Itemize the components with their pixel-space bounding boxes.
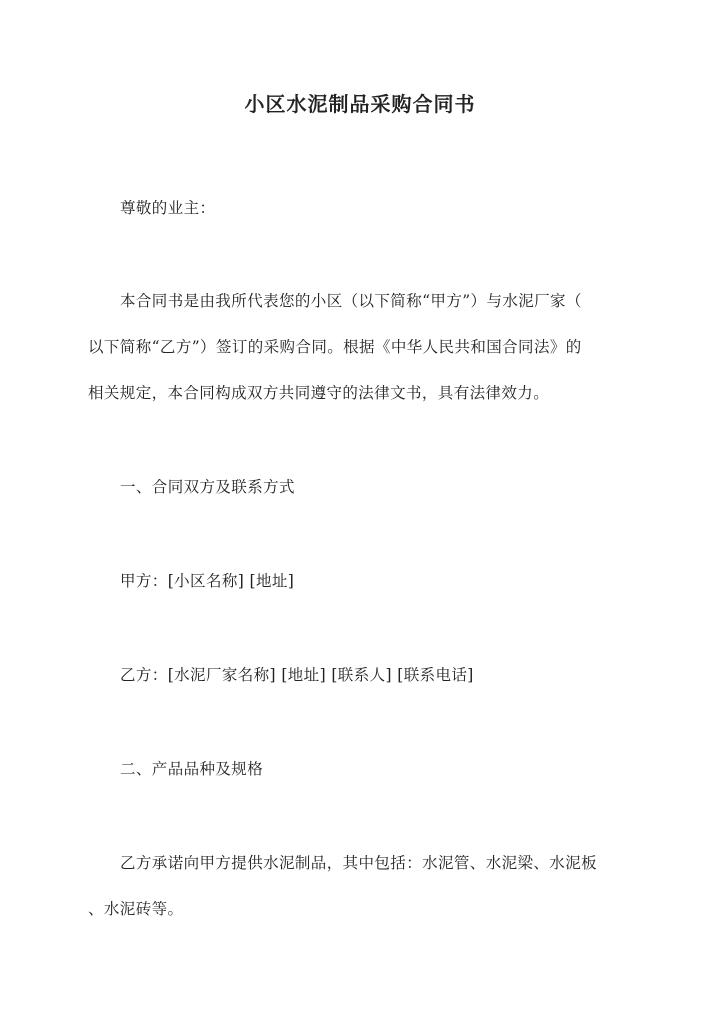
intro-line-3: 相关规定，本合同构成双方共同遵守的法律文书，具有法律效力。	[88, 384, 550, 402]
section-2-heading: 二、产品品种及规格	[120, 760, 264, 778]
section-2-body-line-1: 乙方承诺向甲方提供水泥制品，其中包括：水泥管、水泥梁、水泥板	[120, 854, 598, 872]
party-a-line: 甲方：[小区名称] [地址]	[120, 572, 295, 590]
party-b-line: 乙方：[水泥厂家名称] [地址] [联系人] [联系电话]	[120, 666, 474, 684]
document-title: 小区水泥制品采购合同书	[244, 92, 476, 116]
section-1-heading: 一、合同双方及联系方式	[120, 478, 295, 496]
greeting: 尊敬的业主：	[120, 199, 216, 217]
section-2-body-line-2: 、水泥砖等。	[88, 900, 184, 918]
intro-line-1: 本合同书是由我所代表您的小区（以下简称“甲方”）与水泥厂家（	[120, 292, 582, 310]
intro-paragraph	[88, 278, 633, 416]
intro-line-2: 以下简称“乙方”）签订的采购合同。根据《中华人民共和国合同法》的	[88, 338, 582, 356]
section-2-body	[88, 840, 633, 932]
